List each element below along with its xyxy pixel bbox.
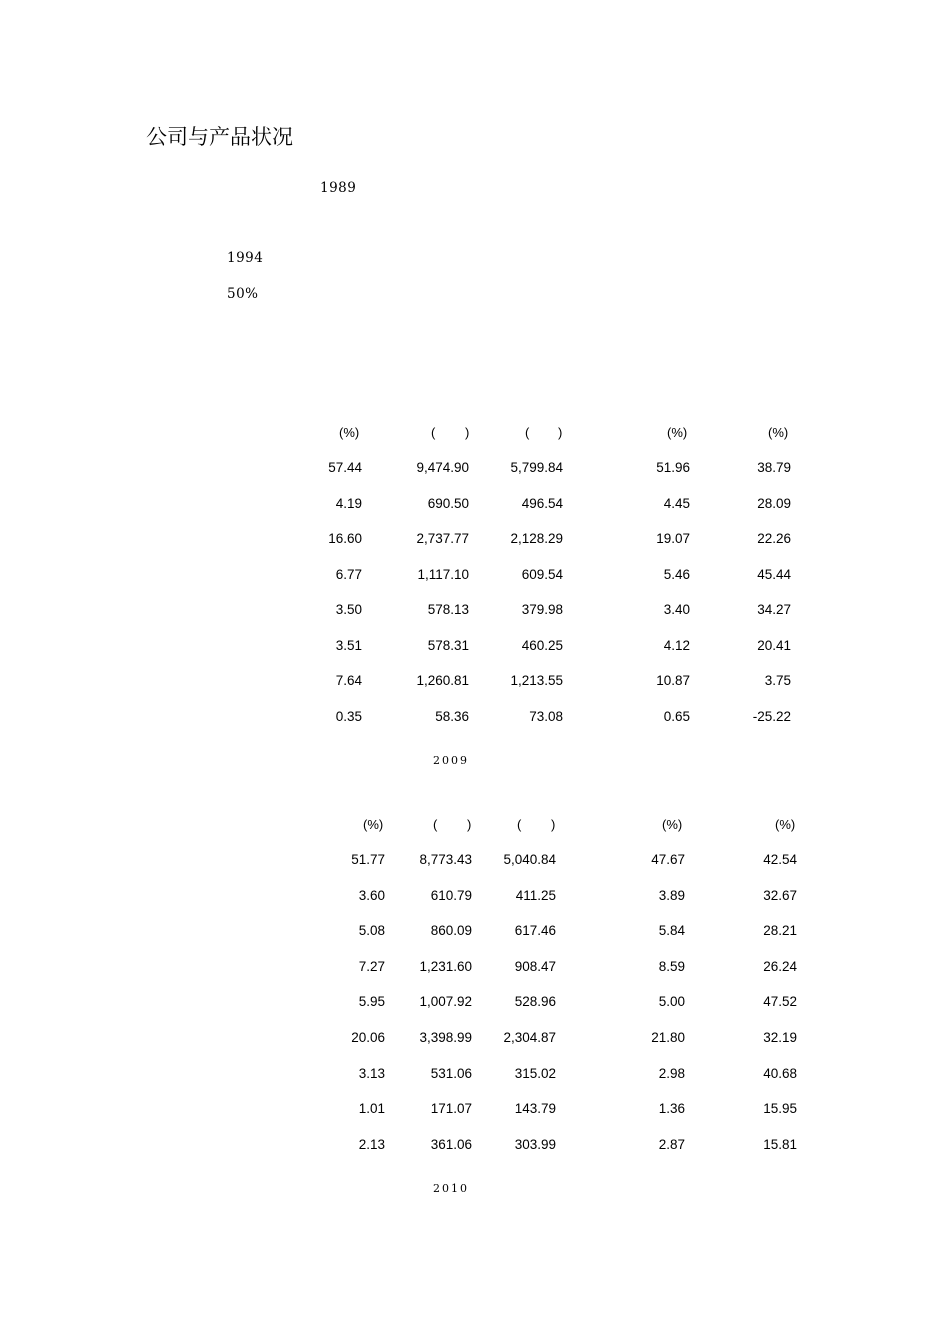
- margin-cell: 47.52: [763, 994, 797, 1009]
- row-label: [140, 460, 208, 476]
- cost-cell: 143.79: [514, 1101, 556, 1116]
- row-label: [140, 923, 235, 939]
- pct-of-cost-cell: 5.00: [658, 994, 685, 1009]
- margin-cell: 22.26: [757, 531, 791, 546]
- pct-of-revenue-cell: 3.50: [335, 602, 362, 617]
- row-label: [140, 567, 181, 583]
- revenue-cell: 1,231.60: [419, 959, 472, 974]
- paragraph-segment: 50%: [227, 286, 343, 302]
- pct-of-revenue-cell: 57.44: [328, 460, 362, 475]
- header-segment: [405, 817, 432, 833]
- cost-cell: 617.46: [514, 923, 556, 938]
- cost-cell: 315.02: [514, 1066, 556, 1081]
- caption-segment: [371, 752, 423, 768]
- pct-of-revenue-cell: 51.77: [351, 852, 385, 867]
- margin-cell: 20.41: [757, 638, 791, 653]
- header-segment: [140, 425, 167, 441]
- caption-segment: [329, 752, 355, 768]
- table-row: [0, 567, 950, 587]
- header-segment: ): [558, 425, 563, 440]
- header-segment: (: [525, 425, 530, 440]
- revenue-cell: 9,474.90: [416, 460, 469, 475]
- margin-cell: 15.81: [763, 1137, 797, 1152]
- paragraph-segment: [183, 317, 505, 337]
- header-segment: (: [433, 817, 438, 832]
- revenue-cell: 860.09: [430, 923, 472, 938]
- margin-cell: 15.95: [763, 1101, 797, 1116]
- pct-of-revenue-cell: 3.13: [358, 1066, 385, 1081]
- pct-of-revenue-cell: 4.19: [335, 496, 362, 511]
- cost-cell: 528.96: [514, 994, 556, 1009]
- pct-of-cost-cell: 8.59: [658, 959, 685, 974]
- header-segment: (%): [363, 817, 384, 832]
- caption-segment: [332, 1180, 358, 1196]
- table-row: [0, 673, 950, 693]
- header-segment: [577, 817, 645, 833]
- pct-of-cost-cell: 47.67: [651, 852, 685, 867]
- pct-of-cost-cell: 4.45: [663, 496, 690, 511]
- paragraph-segment: [146, 211, 188, 231]
- cost-cell: 303.99: [514, 1137, 556, 1152]
- pct-of-revenue-cell: 7.27: [358, 959, 385, 974]
- pct-of-cost-cell: 3.89: [658, 888, 685, 903]
- row-label: [140, 1101, 167, 1117]
- row-label: [140, 1137, 194, 1153]
- revenue-cell: 610.79: [430, 888, 472, 903]
- pct-of-cost-cell: 10.87: [656, 673, 690, 688]
- pct-of-cost-cell: 2.98: [658, 1066, 685, 1081]
- caption-segment: 2009: [433, 754, 605, 767]
- table-row: [0, 923, 950, 943]
- pct-of-cost-cell: 51.96: [656, 460, 690, 475]
- row-label: [140, 959, 235, 975]
- revenue-cell: 690.50: [427, 496, 469, 511]
- header-segment: [441, 817, 468, 833]
- margin-cell: 38.79: [757, 460, 791, 475]
- row-label: [140, 1030, 208, 1046]
- paragraph-segment: [146, 352, 398, 372]
- table-row: [0, 1066, 950, 1086]
- cost-cell: 73.08: [529, 709, 563, 724]
- header-segment: (%): [339, 425, 360, 440]
- paragraph-segment: [750, 317, 792, 337]
- pct-of-revenue-cell: 20.06: [351, 1030, 385, 1045]
- caption-segment: [374, 1180, 426, 1196]
- cost-cell: 460.25: [521, 638, 563, 653]
- pct-of-cost-cell: 21.80: [651, 1030, 685, 1045]
- header-segment: (: [517, 817, 522, 832]
- header-segment: [532, 425, 559, 441]
- margin-cell: 40.68: [763, 1066, 797, 1081]
- pct-of-revenue-cell: 1.01: [358, 1101, 385, 1116]
- header-segment: [725, 425, 766, 441]
- pct-of-cost-cell: 5.46: [663, 567, 690, 582]
- cost-cell: 496.54: [521, 496, 563, 511]
- row-label: [140, 602, 167, 618]
- header-segment: ): [551, 817, 556, 832]
- pct-of-revenue-cell: 16.60: [328, 531, 362, 546]
- paragraph-segment: [638, 317, 708, 337]
- pct-of-revenue-cell: 5.95: [358, 994, 385, 1009]
- revenue-cell: 171.07: [430, 1101, 472, 1116]
- revenue-cell: 3,398.99: [419, 1030, 472, 1045]
- paragraph-segment: [146, 282, 202, 302]
- revenue-cell: 578.13: [427, 602, 469, 617]
- header-segment: [732, 817, 773, 833]
- revenue-cell: 361.06: [430, 1137, 472, 1152]
- header-segment: [140, 817, 167, 833]
- table-row: [0, 888, 950, 908]
- row-label: [140, 1066, 167, 1082]
- cost-cell: 609.54: [521, 567, 563, 582]
- revenue-cell: 1,007.92: [419, 994, 472, 1009]
- margin-cell: 26.24: [763, 959, 797, 974]
- header-segment: (%): [775, 817, 796, 832]
- header-segment: [496, 425, 523, 441]
- revenue-cell: 8,773.43: [419, 852, 472, 867]
- header-segment: [401, 425, 428, 441]
- margin-cell: 42.54: [763, 852, 797, 867]
- header-segment: (%): [662, 817, 683, 832]
- pct-of-cost-cell: 19.07: [656, 531, 690, 546]
- table-row: [0, 531, 950, 551]
- pct-of-cost-cell: 4.12: [663, 638, 690, 653]
- margin-cell: 32.19: [763, 1030, 797, 1045]
- table-row: [0, 1030, 950, 1050]
- row-label: [140, 638, 167, 654]
- paragraph-segment: 1989: [320, 180, 628, 196]
- margin-cell: -25.22: [752, 709, 791, 724]
- pct-of-cost-cell: 2.87: [658, 1137, 685, 1152]
- cost-cell: 908.47: [514, 959, 556, 974]
- cost-cell: 2,304.87: [503, 1030, 556, 1045]
- page-title: 公司与产品状况: [146, 125, 293, 149]
- pct-of-revenue-cell: 2.13: [358, 1137, 385, 1152]
- table-row: [0, 496, 950, 516]
- revenue-cell: 1,260.81: [416, 673, 469, 688]
- header-segment: [489, 817, 516, 833]
- pct-of-revenue-cell: 3.60: [358, 888, 385, 903]
- caption-segment: 2010: [433, 1182, 599, 1195]
- margin-cell: 34.27: [757, 602, 791, 617]
- cost-cell: 2,128.29: [510, 531, 563, 546]
- table-row: [0, 460, 950, 480]
- header-segment: ): [467, 817, 472, 832]
- cost-cell: 411.25: [515, 888, 556, 903]
- table-row: [0, 1137, 950, 1157]
- row-label: [140, 852, 208, 868]
- cost-cell: 1,213.55: [510, 673, 563, 688]
- header-segment: (%): [667, 425, 688, 440]
- row-label: [140, 994, 208, 1010]
- table-row: [0, 852, 950, 872]
- header-segment: [525, 817, 552, 833]
- revenue-cell: 58.36: [435, 709, 469, 724]
- row-label: [140, 709, 167, 725]
- pct-of-revenue-cell: 6.77: [335, 567, 362, 582]
- paragraph-segment: 1994: [227, 250, 605, 266]
- paragraph-segment: [197, 211, 407, 231]
- table-row: [0, 638, 950, 658]
- table-row: [0, 1101, 950, 1121]
- pct-of-revenue-cell: 7.64: [335, 673, 362, 688]
- header-segment: [581, 425, 649, 441]
- row-label: [140, 888, 208, 904]
- header-segment: ): [465, 425, 470, 440]
- pct-of-cost-cell: 1.36: [658, 1101, 685, 1116]
- revenue-cell: 1,117.10: [417, 567, 469, 582]
- row-label: [140, 673, 194, 689]
- paragraph-segment: [499, 211, 709, 231]
- pct-of-revenue-cell: 3.51: [335, 638, 362, 653]
- margin-cell: 3.75: [764, 673, 791, 688]
- header-segment: (: [431, 425, 436, 440]
- header-segment: [277, 817, 345, 833]
- header-segment: [253, 425, 321, 441]
- revenue-cell: 531.06: [430, 1066, 472, 1081]
- table-row: [0, 959, 950, 979]
- cost-cell: 5,040.84: [503, 852, 556, 867]
- revenue-cell: 578.31: [427, 638, 469, 653]
- pct-of-cost-cell: 0.65: [663, 709, 690, 724]
- cost-cell: 5,799.84: [510, 460, 563, 475]
- margin-cell: 28.21: [763, 923, 797, 938]
- pct-of-revenue-cell: 0.35: [335, 709, 362, 724]
- table-row: [0, 602, 950, 622]
- revenue-cell: 2,737.77: [416, 531, 469, 546]
- pct-of-cost-cell: 5.84: [658, 923, 685, 938]
- margin-cell: 45.44: [757, 567, 791, 582]
- paragraph-segment: [177, 176, 261, 196]
- table-row: [0, 709, 950, 729]
- cost-cell: 379.98: [521, 602, 563, 617]
- row-label: [140, 531, 194, 547]
- pct-of-revenue-cell: 5.08: [358, 923, 385, 938]
- margin-cell: 32.67: [763, 888, 797, 903]
- paragraph-segment: [146, 246, 202, 266]
- pct-of-cost-cell: 3.40: [663, 602, 690, 617]
- table-row: [0, 994, 950, 1014]
- row-label: [140, 496, 194, 512]
- header-segment: (%): [768, 425, 789, 440]
- margin-cell: 28.09: [757, 496, 791, 511]
- header-segment: [438, 425, 465, 441]
